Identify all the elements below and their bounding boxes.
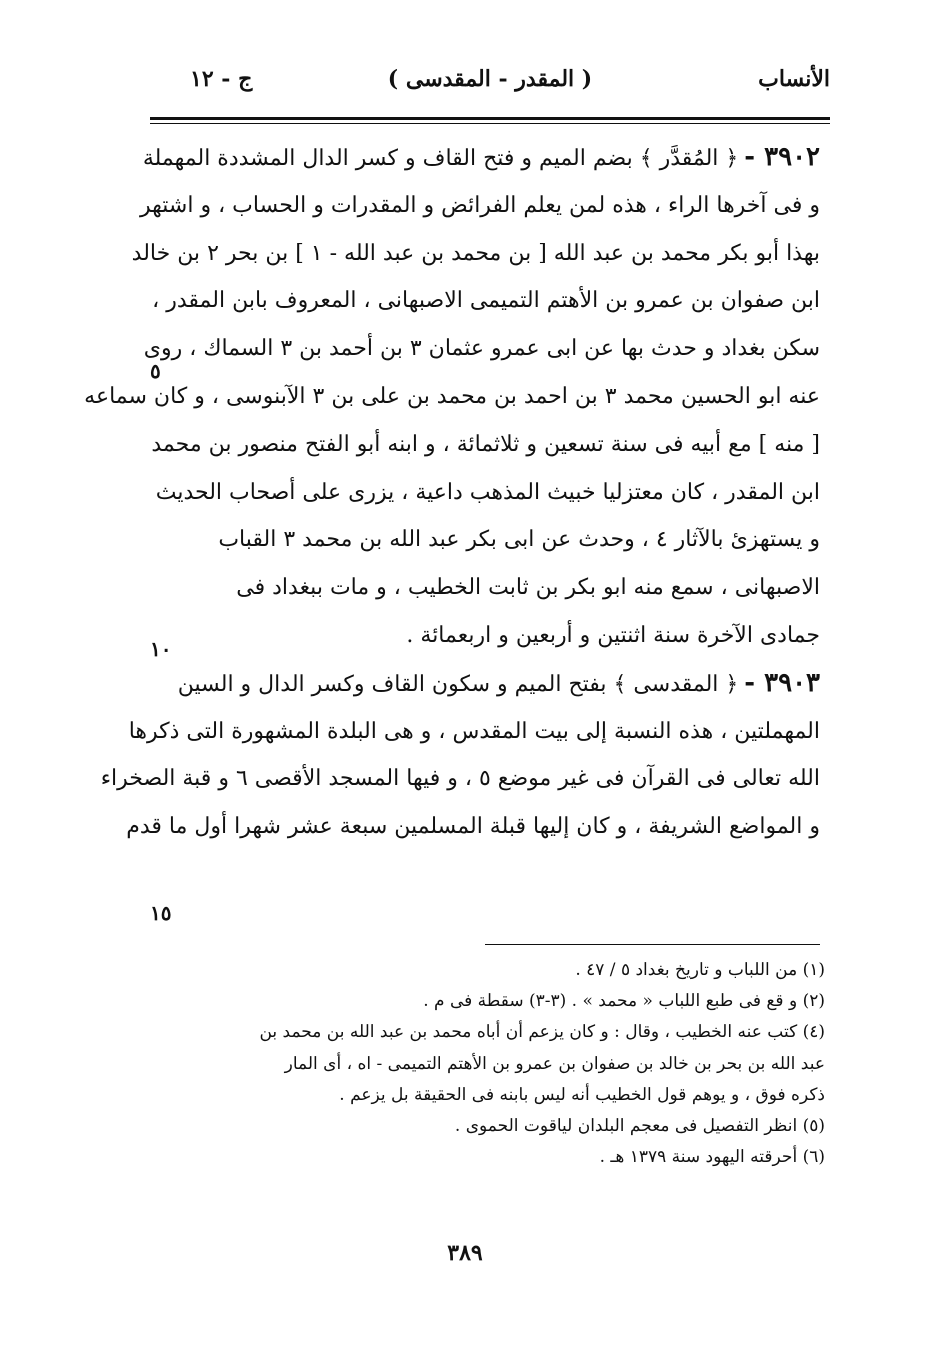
entry-line: سكن بغداد و حدث بها عن ابى عمرو عثمان ٣ بن أحمد بن ٣ السماك ، روى xyxy=(143,336,820,362)
entry-line xyxy=(177,660,820,708)
entry-number: ٣٩٠٣ - xyxy=(744,667,820,698)
header-book-title: الأنساب xyxy=(758,66,830,92)
entry-text: ﴿ المقدسى ﴾ بفتح الميم و سكون القاف وكسر الدال و السين xyxy=(177,671,739,697)
footnote-line: (٥) انظر التفصيل فى معجم البلدان لياقوت الحموى . xyxy=(454,1115,825,1136)
footnote-line: عبد الله بن بحر بن خالد بن صفوان بن عمرو بن الأهتم التميمى - اه ، أى المار xyxy=(284,1053,825,1074)
entry-line: الاصبهانى ، سمع منه ابو بكر بن ثابت الخطيب ، و مات ببغداد فى xyxy=(236,575,820,601)
footnote-line: (١) من اللباب و تاريخ بغداد ٥ / ٤٧ . xyxy=(575,960,825,980)
footnote-line: ذكره فوق ، و يوهم قول الخطيب أنه ليس بابنه فى الحقيقة بل يزعم . xyxy=(339,1084,825,1105)
header-volume: ج - ١٢ xyxy=(190,66,253,92)
header-rule-thick xyxy=(150,117,830,120)
footnotes xyxy=(150,955,825,1173)
entry-line: بهذا أبو بكر محمد بن عبد الله [ بن محمد بن عبد الله - ١ ] بن بحر ٢ بن خالد xyxy=(131,240,820,266)
line-number-10: ١٠ xyxy=(150,637,172,661)
footnote-rule xyxy=(485,944,820,945)
line-number-5: ٥ xyxy=(150,359,161,383)
entry-line: جمادى الآخرة سنة اثنتين و أربعين و اربعمائة . xyxy=(406,622,820,648)
entry-line xyxy=(142,134,820,182)
footnote-line: (٢) و قع فى طبع اللباب « محمد » . (٣-٣) سقطة فى م . xyxy=(423,991,825,1012)
header-rule-thin xyxy=(150,123,830,124)
entry-line: [ منه ] مع أبيه فى سنة تسعين و ثلاثمائة ، و ابنه أبو الفتح منصور بن محمد xyxy=(151,431,820,457)
entry-line: و يستهزئ بالآثار ٤ ، وحدث عن ابى بكر عبد الله بن محمد ٣ القباب xyxy=(218,527,820,553)
entry-line: و فى آخرها الراء ، هذه لمن يعلم الفرائض و المقدرات و الحساب ، و اشتهر xyxy=(140,192,820,218)
entry-number: ٣٩٠٢ - xyxy=(744,142,820,172)
entry-text: ﴿ المُقدَّر ﴾ بضم الميم و فتح القاف و كسر الدال المشددة المهملة xyxy=(142,146,739,171)
page-number: ٣٨٩ xyxy=(447,1240,483,1266)
entry-line: المهملتين ، هذه النسبة إلى بيت المقدس ، و هى البلدة المشهورة التى ذكرها xyxy=(128,718,820,744)
header-section-range: ( المقدر - المقدسى ) xyxy=(387,66,593,92)
footnote-line: (٤) كتب عنه الخطيب ، وقال : و كان يزعم أن أباه محمد بن عبد الله بن محمد بن xyxy=(259,1022,825,1043)
entry-line: عنه ابو الحسين محمد ٣ بن احمد بن محمد بن على بن ٣ الآبنوسى ، و كان سماعه xyxy=(84,383,820,409)
entry-line: و المواضع الشريفة ، و كان إليها قبلة المسلمين سبعة عشر شهرا أول ما قدم xyxy=(126,814,820,840)
entry-line: ابن صفوان بن عمرو بن الأهتم التميمى الاصبهانى ، المعروف بابن المقدر ، xyxy=(152,288,820,314)
running-header xyxy=(150,66,830,106)
entry-line: ابن المقدر ، كان معتزليا خبيث المذهب داعية ، يزرى على أصحاب الحديث xyxy=(155,479,820,505)
footnote-line: (٦) أحرقته اليهود سنة ١٣٧٩ هـ . xyxy=(599,1147,825,1168)
line-number-15: ١٥ xyxy=(150,901,172,925)
entry-line: الله تعالى فى القرآن فى غير موضع ٥ ، و فيها المسجد الأقصى ٦ و قبة الصخراء xyxy=(100,766,820,792)
